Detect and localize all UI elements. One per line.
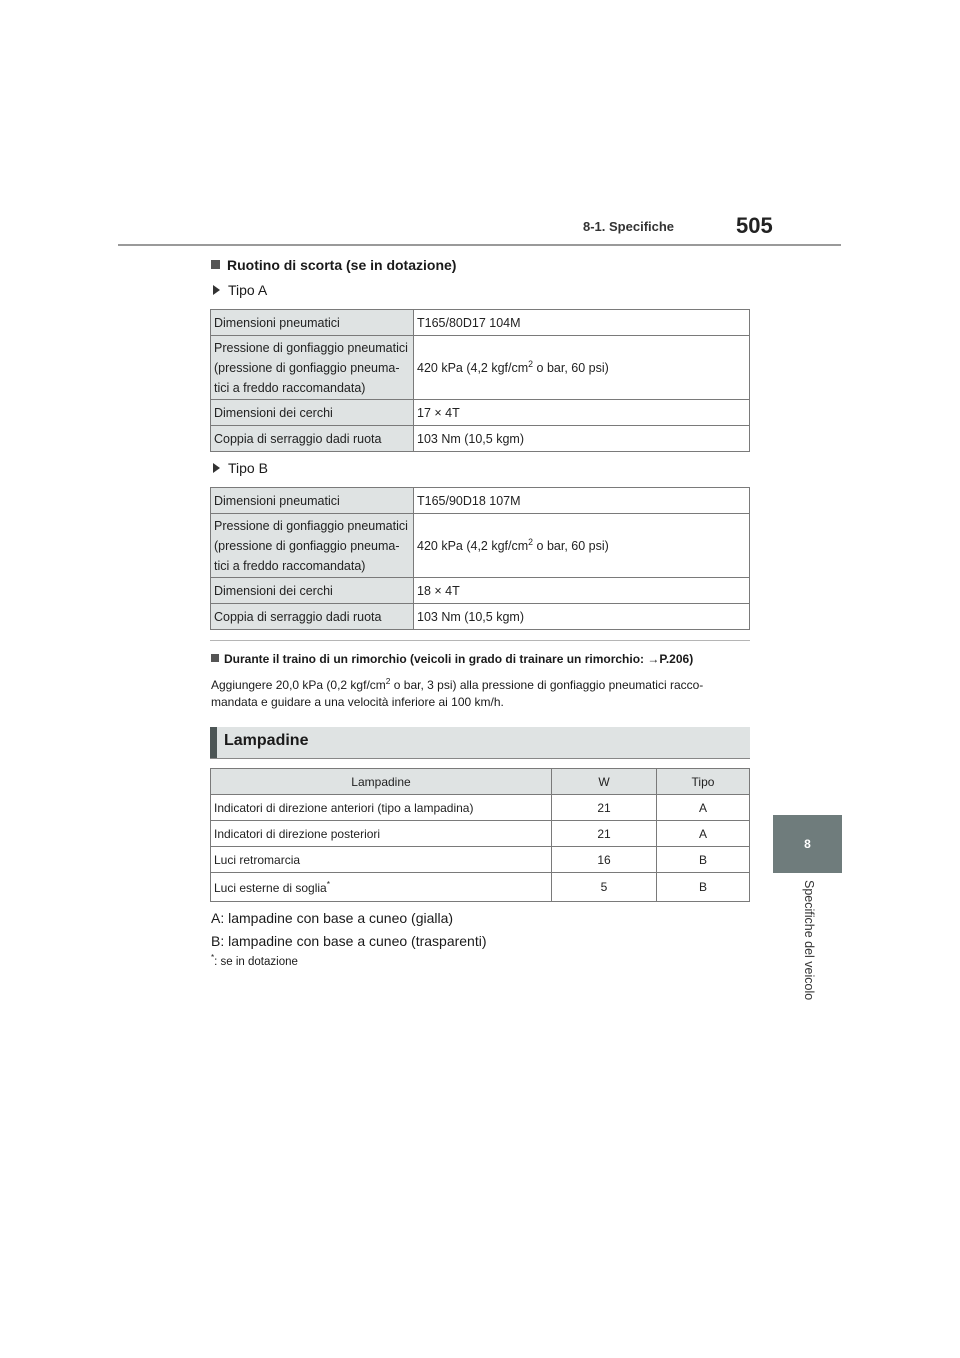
label-line: (pressione di gonfiaggio pneuma- [214, 538, 400, 553]
label-line: Pressione di gonfiaggio pneumatici [214, 518, 408, 533]
table-cell-value: 103 Nm (10,5 kgm) [414, 604, 750, 630]
value-text: 420 kPa (4,2 kgf/cm [417, 539, 529, 554]
table-cell-label: Dimensioni dei cerchi [211, 578, 414, 604]
footnote-text: : se in dotazione [214, 955, 298, 968]
column-header: W [552, 769, 657, 795]
column-header: Lampadine [211, 769, 552, 795]
lamp-type: A [657, 821, 750, 847]
table-row [211, 821, 750, 847]
square-bullet-icon [211, 260, 220, 269]
table-cell-value: 103 Nm (10,5 kgm) [414, 426, 750, 452]
lamp-type: B [657, 873, 750, 902]
lamp-name: Indicatori di direzione posteriori [211, 821, 552, 847]
table-row [211, 488, 750, 514]
note-line: mandata e guidare a una velocità inferiore ai 100 km/h. [211, 695, 504, 709]
table-cell-value: 17 × 4T [414, 400, 750, 426]
triangle-bullet-icon [213, 463, 220, 473]
tipo-a-text: Tipo A [228, 282, 268, 298]
section-marker [210, 727, 217, 758]
table-row [211, 310, 750, 336]
table-header-row [211, 769, 750, 795]
table-row [211, 847, 750, 873]
lamps-section-bar [210, 727, 750, 759]
tipo-b-text: Tipo B [228, 460, 268, 476]
footnote-marker: * [326, 879, 330, 889]
lamps-table [210, 768, 750, 902]
page-ref-link[interactable]: P.206) [659, 652, 694, 666]
table-row [211, 400, 750, 426]
note-text: Aggiungere 20,0 kPa (0,2 kgf/cm [211, 678, 386, 692]
lamp-type: A [657, 795, 750, 821]
label-line: tici a freddo raccomandata) [214, 380, 366, 395]
label-line: (pressione di gonfiaggio pneuma- [214, 360, 400, 375]
chapter-side-label [800, 880, 824, 1080]
lamps-section-title: Lampadine [224, 732, 309, 749]
table-cell-label: Coppia di serraggio dadi ruota [211, 426, 414, 452]
superscript: 2 [528, 359, 534, 370]
chapter-number: 8 [804, 837, 811, 851]
value-text: o bar, 60 psi) [533, 361, 609, 376]
legend-a: A: lampadine con base a cuneo (gialla) [211, 910, 454, 926]
spare-heading [211, 257, 456, 273]
footnote [211, 953, 298, 968]
table-cell-label [211, 336, 414, 400]
arrow-icon: → [647, 652, 660, 666]
towing-note-text [211, 673, 756, 711]
table-row [211, 336, 750, 400]
table-cell-value: T165/80D17 104M [414, 310, 750, 336]
note-line [211, 673, 756, 694]
table-cell-value: 18 × 4T [414, 578, 750, 604]
tipo-b-table [210, 487, 750, 630]
chapter-tab[interactable] [773, 815, 842, 873]
table-cell-label: Dimensioni dei cerchi [211, 400, 414, 426]
table-cell-label: Coppia di serraggio dadi ruota [211, 604, 414, 630]
lamp-watt: 5 [552, 873, 657, 902]
label-line: tici a freddo raccomandata) [214, 558, 366, 573]
legend-b: B: lampadine con base a cuneo (trasparenti) [211, 933, 487, 949]
note-divider [210, 640, 750, 641]
page-number: 505 [736, 213, 773, 238]
value-text: 420 kPa (4,2 kgf/cm [417, 361, 529, 376]
tipo-a-table [210, 309, 750, 452]
note-text: o bar, 3 psi) alla pressione di gonfiaggio pneumatici racco- [390, 678, 704, 692]
tipo-a-label [213, 282, 267, 298]
table-cell-value: T165/90D18 107M [414, 488, 750, 514]
table-row [211, 426, 750, 452]
label-line: Pressione di gonfiaggio pneumatici [214, 340, 408, 355]
towing-heading-text: Durante il traino di un rimorchio (veicoli in grado di trainare un rimorchio: [224, 652, 648, 666]
section-title: 8-1. Specifiche [583, 219, 675, 234]
square-bullet-icon [211, 654, 219, 662]
table-cell-label [211, 514, 414, 578]
triangle-bullet-icon [213, 285, 220, 295]
table-row [211, 514, 750, 578]
lamp-watt: 21 [552, 795, 657, 821]
superscript: 2 [528, 537, 534, 548]
table-cell-label: Dimensioni pneumatici [211, 310, 414, 336]
towing-note-heading [211, 652, 693, 666]
tipo-b-label [213, 460, 268, 476]
table-row [211, 578, 750, 604]
spare-heading-text: Ruotino di scorta (se in dotazione) [227, 257, 457, 273]
lamp-watt: 21 [552, 821, 657, 847]
lamp-name [211, 873, 552, 902]
chapter-title: Specifiche del veicolo [802, 880, 816, 1001]
table-cell-label: Dimensioni pneumatici [211, 488, 414, 514]
table-cell-value [414, 336, 750, 400]
table-row [211, 795, 750, 821]
lamp-name: Luci retromarcia [211, 847, 552, 873]
lamp-type: B [657, 847, 750, 873]
table-cell-value [414, 514, 750, 578]
value-text: o bar, 60 psi) [533, 539, 609, 554]
lamp-watt: 16 [552, 847, 657, 873]
lamp-name: Indicatori di direzione anteriori (tipo a lampadina) [211, 795, 552, 821]
lamp-name-text: Luci esterne di soglia [214, 881, 327, 895]
column-header: Tipo [657, 769, 750, 795]
table-row [211, 604, 750, 630]
superscript: 2 [385, 676, 391, 686]
table-row [211, 873, 750, 902]
footnote-marker: * [211, 953, 215, 962]
header-divider [118, 244, 841, 246]
